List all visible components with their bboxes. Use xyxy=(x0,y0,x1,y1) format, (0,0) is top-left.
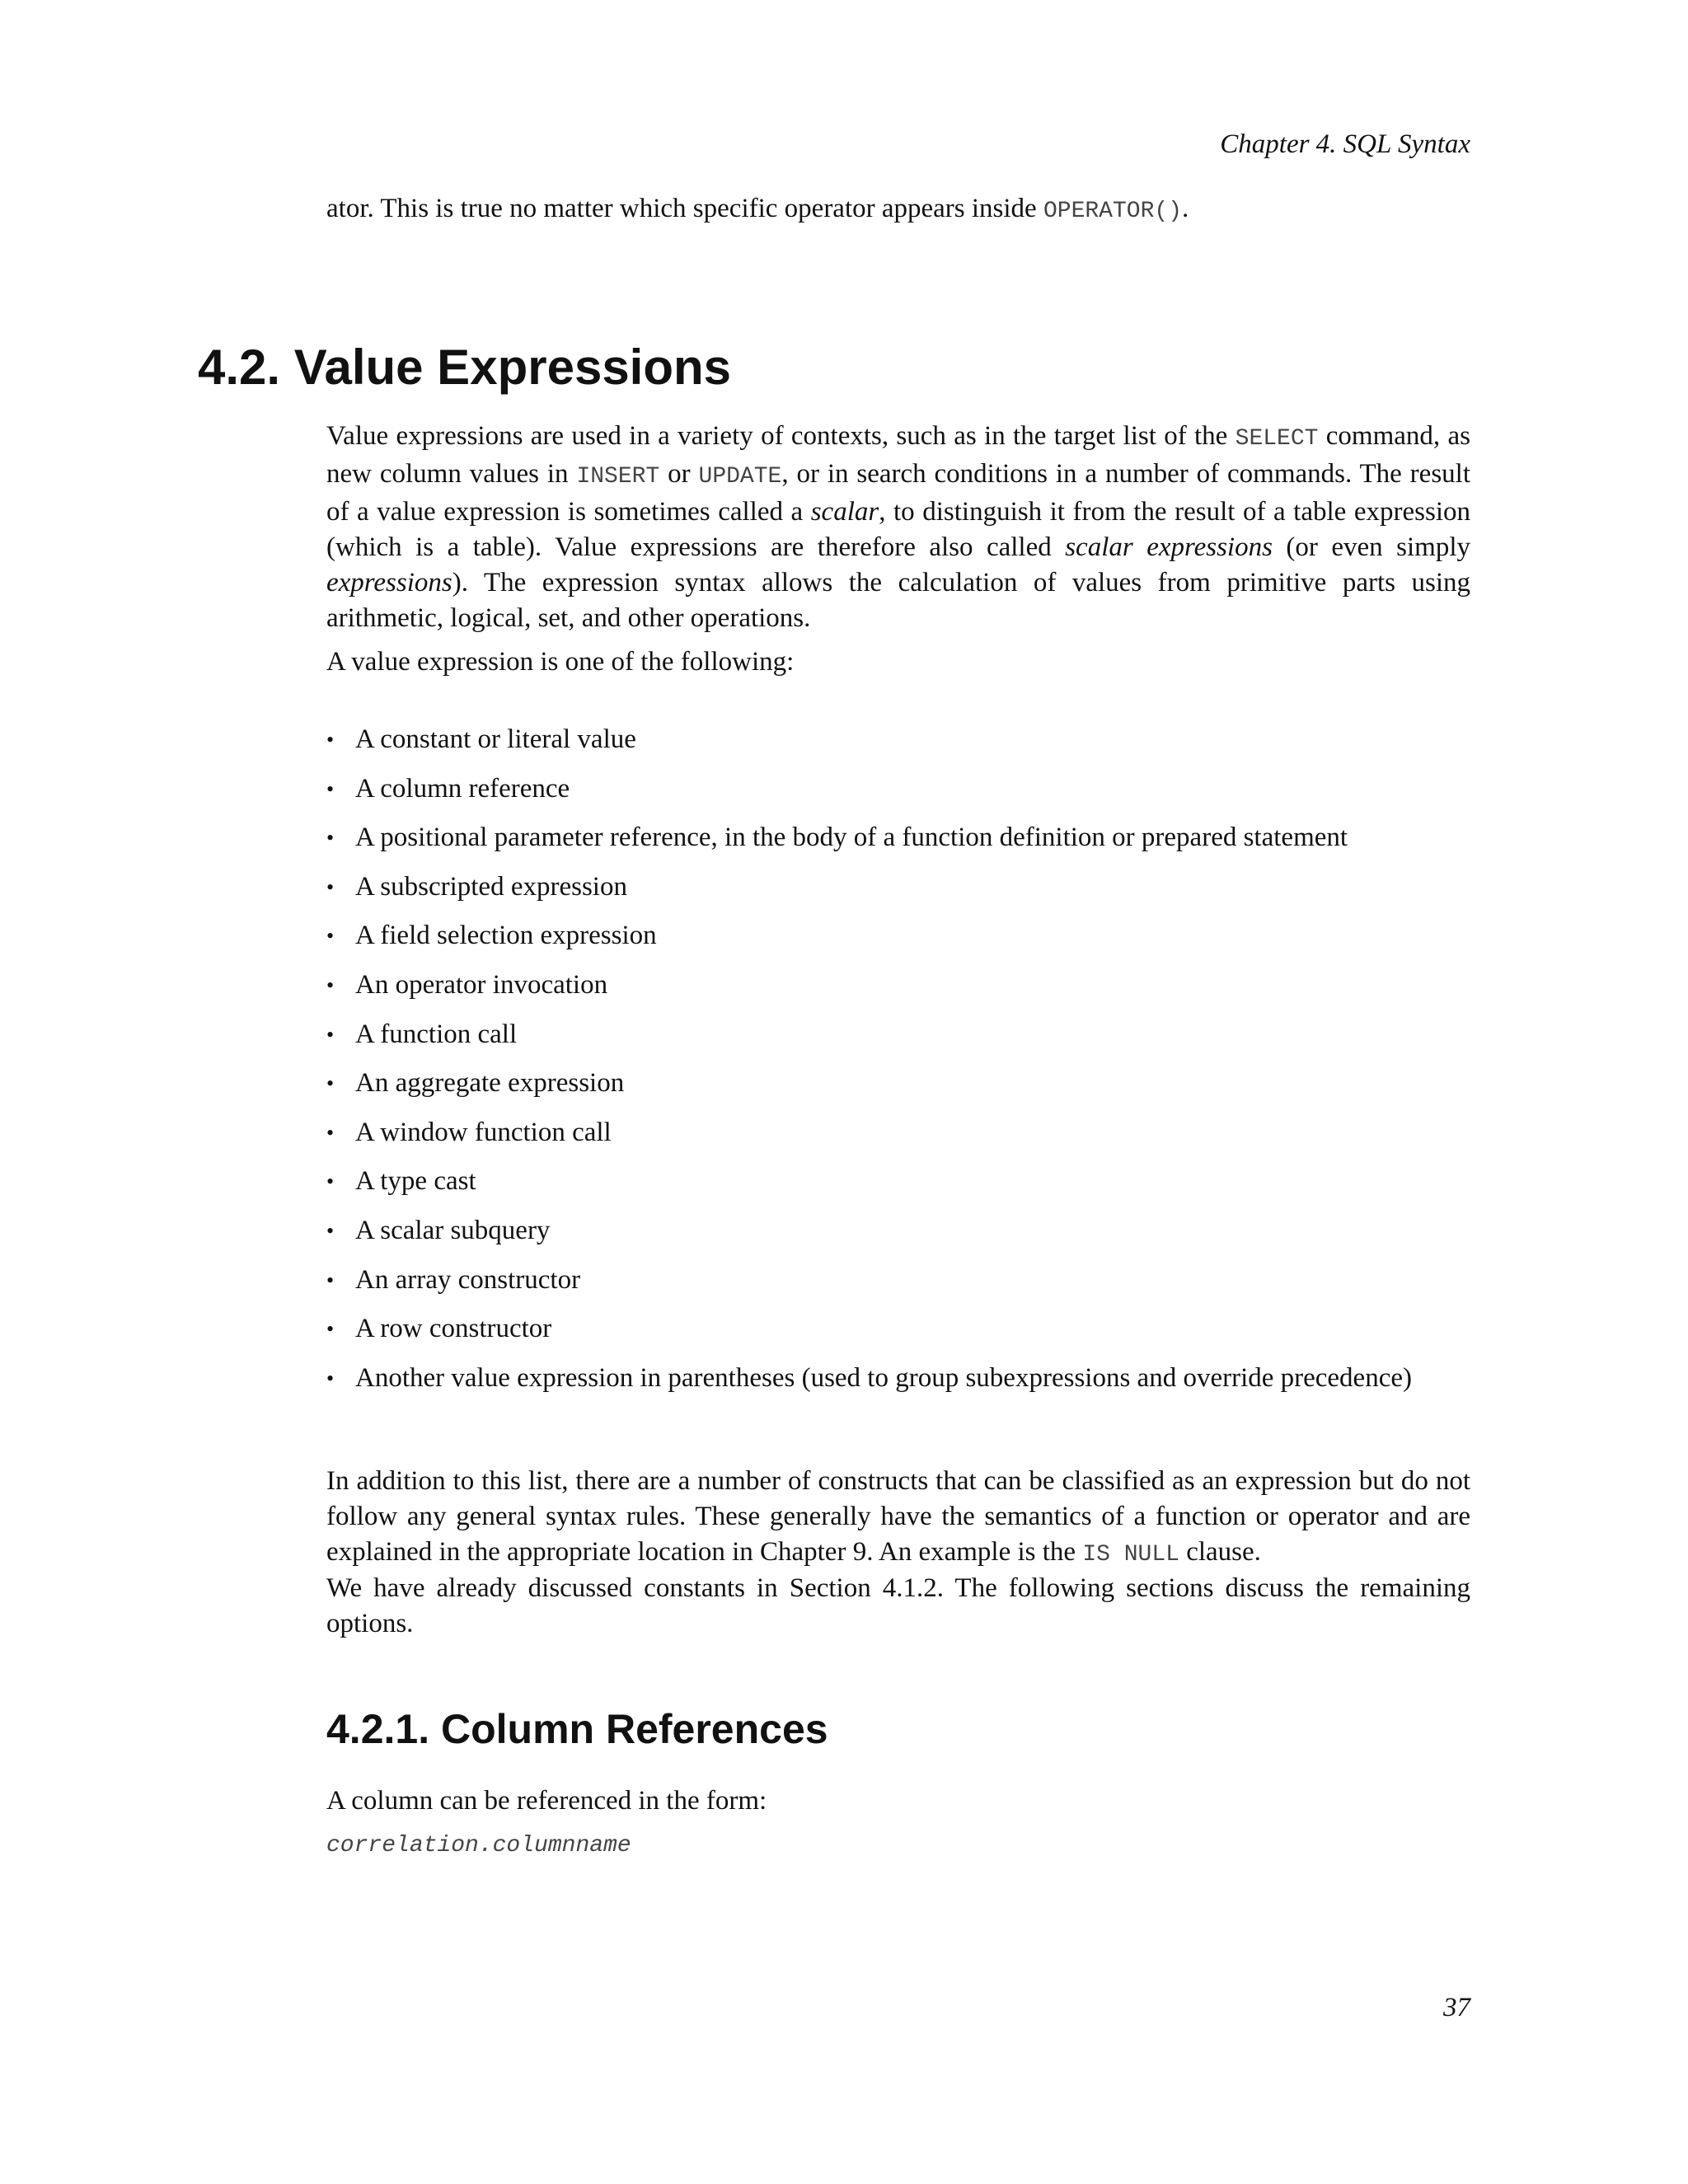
list-item xyxy=(326,918,1470,968)
list-item-text: An operator invocation xyxy=(355,969,608,1000)
continuation-text: ator. This is true no matter which specific operator appears inside xyxy=(326,194,1043,223)
list-item-text: A type cast xyxy=(355,1166,476,1197)
page-number: 37 xyxy=(1443,1993,1470,2022)
intro-text: (or even simply xyxy=(1272,532,1470,562)
list-item xyxy=(326,820,1470,869)
bullet-icon: • xyxy=(326,1022,335,1047)
bullet-icon: • xyxy=(326,972,335,997)
list-item xyxy=(326,1311,1470,1361)
list-item xyxy=(326,1017,1470,1066)
list-item xyxy=(326,1213,1470,1263)
addition-paragraph xyxy=(326,1464,1470,1572)
list-item-text: A scalar subquery xyxy=(355,1215,551,1245)
code-operator: OPERATOR() xyxy=(1043,199,1182,224)
list-item-text: A function call xyxy=(355,1019,518,1049)
list-item xyxy=(326,1066,1470,1115)
bullet-icon: • xyxy=(326,776,335,801)
bullet-icon: • xyxy=(326,924,335,949)
intro-text: , or in search conditions in a number of commands. The result of a value expression is sometimes called a xyxy=(326,459,1470,527)
subsection-heading: 4.2.1. Column References xyxy=(326,1706,828,1752)
intro-text: ). The expression syntax allows the calculation of values from primitive parts using arithmetic, logical, set, and other operations. xyxy=(326,568,1470,633)
list-item-text: An array constructor xyxy=(355,1264,581,1295)
list-item xyxy=(326,1115,1470,1165)
bullet-icon: • xyxy=(326,826,335,851)
code-select: SELECT xyxy=(1235,426,1319,452)
column-reference-paragraph: A column can be referenced in the form: xyxy=(326,1786,767,1816)
intro-text: command, as new column values in xyxy=(326,421,1470,489)
list-intro: A value expression is one of the following: xyxy=(326,647,795,677)
list-item-text: A constant or literal value xyxy=(355,724,636,754)
list-item-text: A field selection expression xyxy=(355,921,657,951)
list-item xyxy=(326,771,1470,821)
section-heading: 4.2. Value Expressions xyxy=(198,340,732,395)
bullet-icon: • xyxy=(326,1169,335,1194)
list-item-text: A column reference xyxy=(355,773,570,804)
term-scalar: scalar xyxy=(810,497,879,527)
list-item-text: A window function call xyxy=(355,1117,612,1147)
list-item-text: A row constructor xyxy=(355,1314,552,1344)
intro-text: , to distinguish it from the result of a table expression (which is a table). Value expressions are therefore also called xyxy=(326,497,1470,562)
intro-text: or xyxy=(659,459,699,489)
code-insert: INSERT xyxy=(576,464,660,490)
list-item xyxy=(326,1164,1470,1213)
term-expressions: expressions xyxy=(326,568,452,598)
term-scalar-expressions: scalar expressions xyxy=(1065,532,1273,562)
intro-paragraph xyxy=(326,419,1470,636)
code-is-null: IS NULL xyxy=(1082,1542,1179,1568)
bullet-icon: • xyxy=(326,1218,335,1243)
list-item xyxy=(326,722,1470,771)
bullet-icon: • xyxy=(326,1120,335,1145)
addition-text: clause. xyxy=(1179,1537,1261,1567)
addition-text: In addition to this list, there are a number of constructs that can be classified as an expression but do not follow any general syntax rules. These generally have the semantics of a function or operator and are explained in the appropriate location in Chapter 9. An example is the xyxy=(326,1466,1470,1567)
list-item-text: Another value expression in parentheses (used to group subexpressions and override precedence) xyxy=(355,1362,1412,1393)
list-item xyxy=(326,869,1470,919)
bullet-icon: • xyxy=(326,1071,335,1096)
code-update: UPDATE xyxy=(698,464,782,490)
bullet-icon: • xyxy=(326,874,335,899)
list-item-text: A subscripted expression xyxy=(355,871,627,902)
list-item xyxy=(326,1361,1470,1410)
list-item xyxy=(326,1263,1470,1312)
intro-text: Value expressions are used in a variety of contexts, such as in the target list of the xyxy=(326,421,1236,451)
bullet-icon: • xyxy=(326,1317,335,1342)
running-header: Chapter 4. SQL Syntax xyxy=(1220,129,1470,159)
continuation-period: . xyxy=(1182,194,1189,223)
constants-paragraph: We have already discussed constants in Section 4.1.2. The following sections discuss the remaining options. xyxy=(326,1573,1470,1638)
bullet-icon: • xyxy=(326,1366,335,1390)
value-expression-list xyxy=(326,722,1470,1409)
bullet-icon: • xyxy=(326,728,335,752)
continuation-paragraph xyxy=(326,191,1470,229)
list-item-text: An aggregate expression xyxy=(355,1068,625,1099)
code-example: correlation.columnname xyxy=(326,1833,631,1858)
list-item-text: A positional parameter reference, in the body of a function definition or prepared statement xyxy=(355,823,1348,853)
bullet-icon: • xyxy=(326,1268,335,1292)
list-item xyxy=(326,968,1470,1017)
